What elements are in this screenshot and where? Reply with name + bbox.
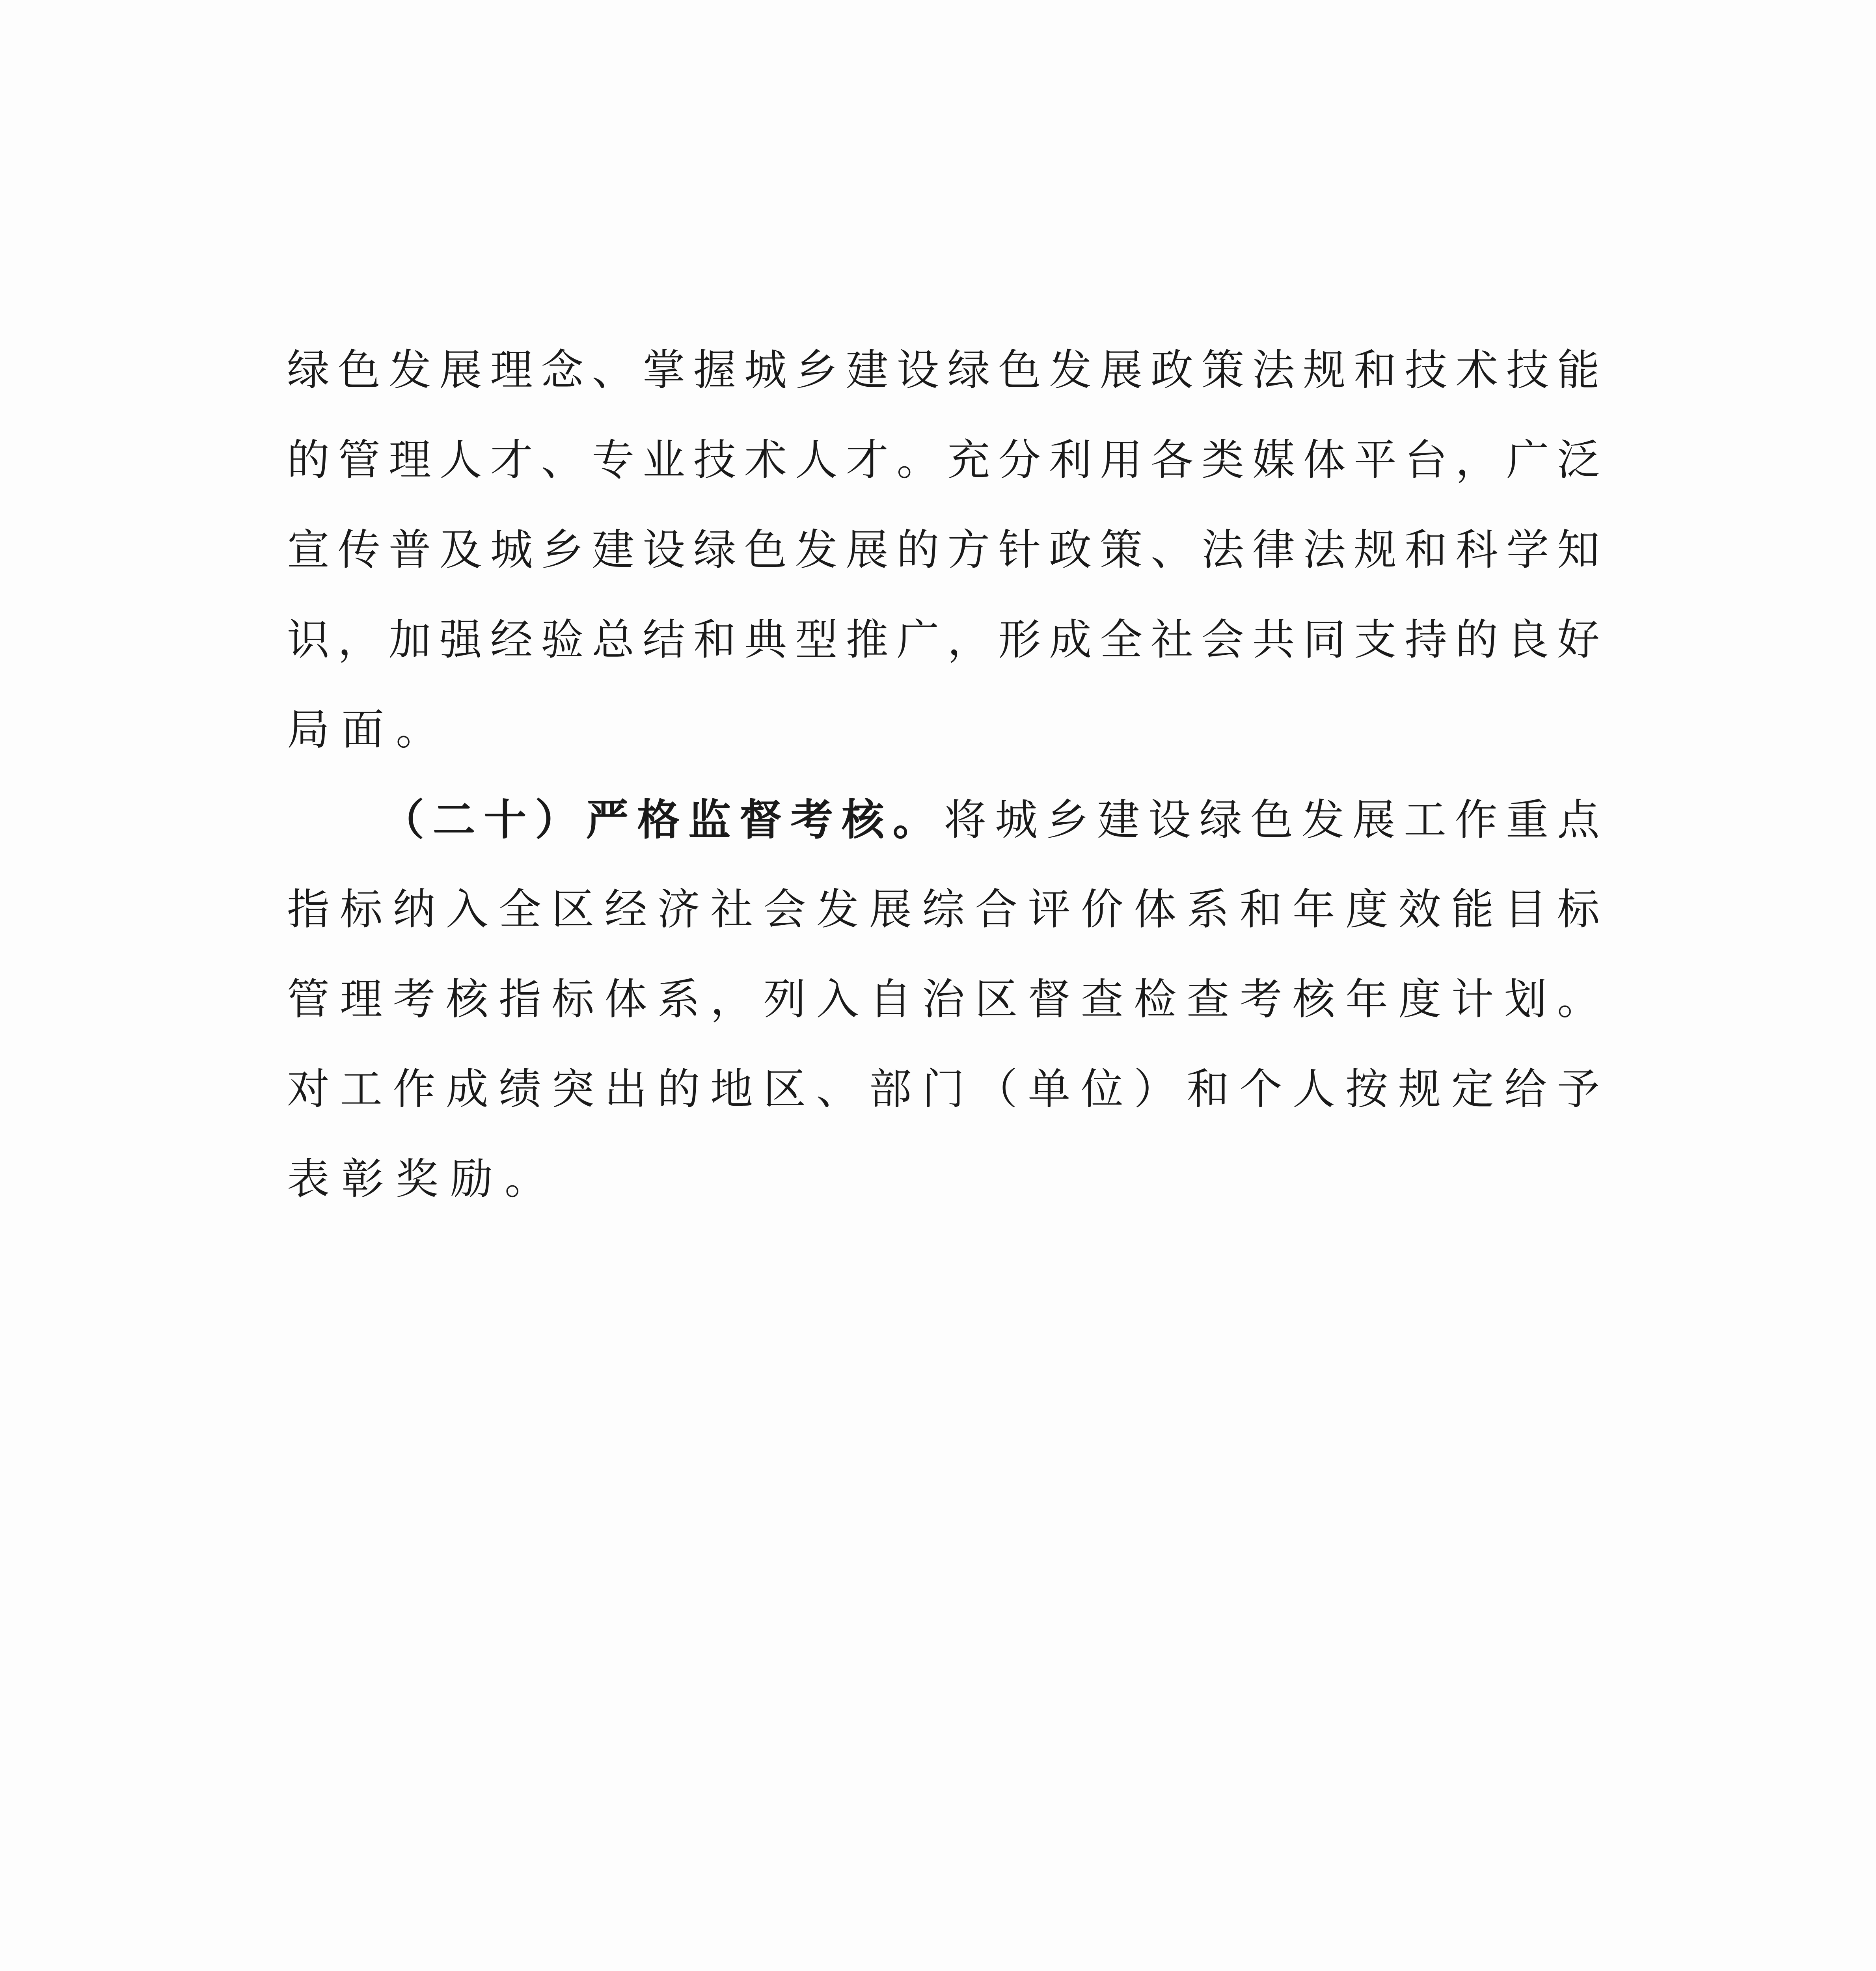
paragraph-2-line-2: 指标纳入全区经济社会发展综合评价体系和年度效能目标 (287, 885, 1600, 934)
paragraph-2-line-1 (382, 781, 1600, 859)
paragraph-2-line-1-text: 将城乡建设绿色发展工作重点 (944, 795, 1600, 845)
paragraph-1-line-3: 宣传普及城乡建设绿色发展的方针政策、法律法规和科学知 (287, 525, 1600, 575)
paragraph-1-line-2: 的管理人才、专业技术人才。充分利用各类媒体平台，广泛 (287, 436, 1600, 485)
section-heading: （二十）严格监督考核。 (382, 795, 944, 845)
paragraph-2-line-5: 表彰奖励。 (287, 1155, 559, 1204)
paragraph-2-line-3: 管理考核指标体系，列入自治区督查检查考核年度计划。 (287, 975, 1600, 1024)
paragraph-1-line-4: 识，加强经验总结和典型推广，形成全社会共同支持的良好 (287, 615, 1600, 665)
paragraph-1-line-1: 绿色发展理念、掌握城乡建设绿色发展政策法规和技术技能 (287, 346, 1600, 395)
paragraph-1-line-5: 局面。 (287, 705, 451, 754)
paragraph-2-line-4: 对工作成绩突出的地区、部门（单位）和个人按规定给予 (287, 1065, 1600, 1114)
